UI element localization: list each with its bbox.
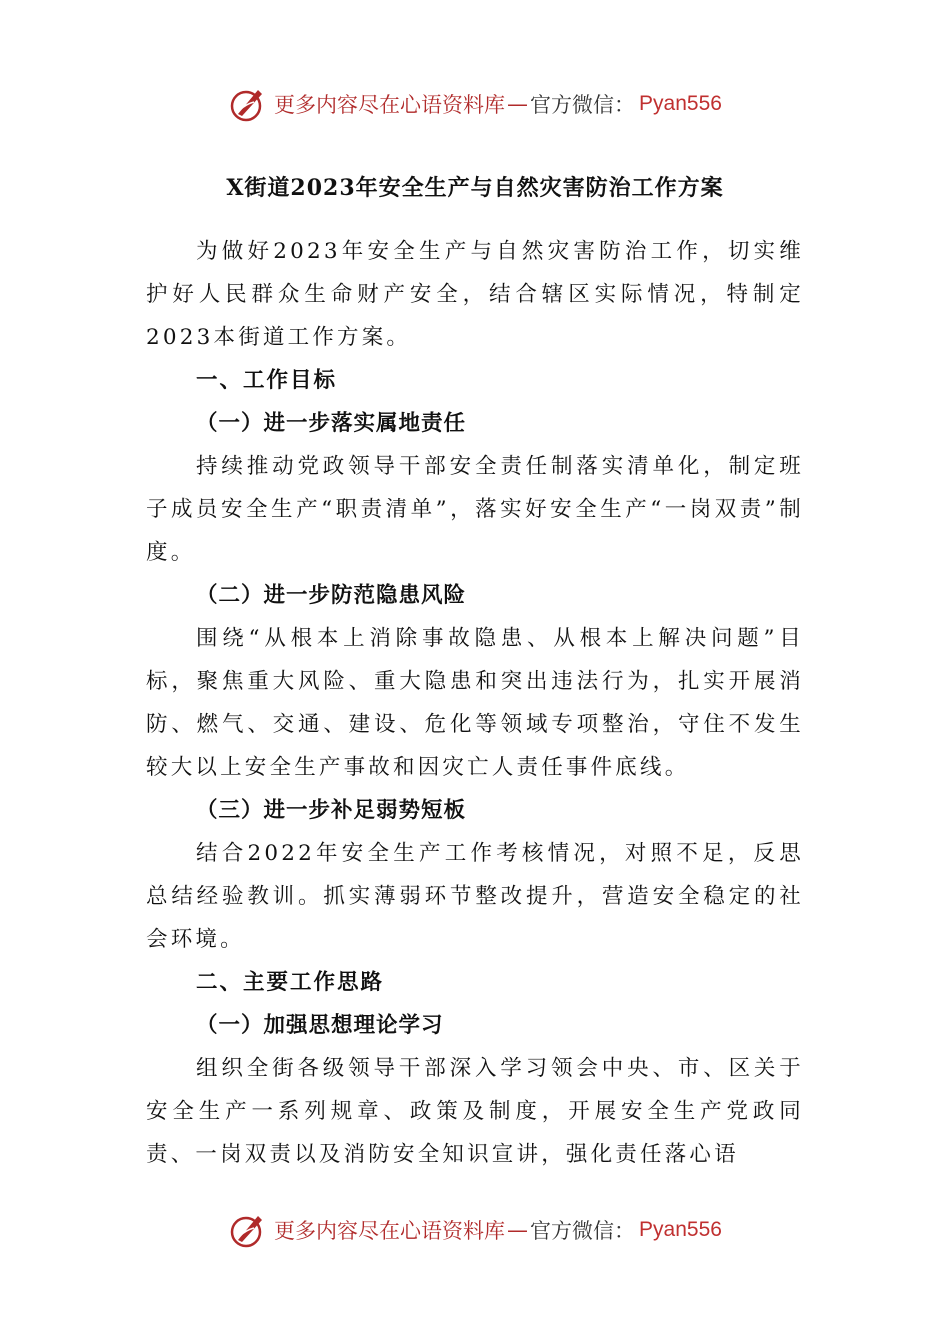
document-body bbox=[146, 168, 804, 1176]
watermark-wechat-id: Pyan556 bbox=[639, 1218, 722, 1241]
watermark-banner-bottom bbox=[0, 1208, 950, 1252]
subsection-heading: （二）进一步防范隐患风险 bbox=[196, 583, 467, 608]
watermark-brand-text: 更多内容尽在心语资料库 bbox=[274, 1219, 506, 1243]
watermark-wechat-label: 官方微信： bbox=[530, 93, 636, 117]
document-title: X街道2023年安全生产与自然灾害防治工作方案 bbox=[226, 175, 724, 201]
subsection-heading: （一）加强思想理论学习 bbox=[196, 1013, 444, 1038]
quill-logo-icon bbox=[228, 1210, 268, 1250]
subsection-heading: （三）进一步补足弱势短板 bbox=[196, 798, 467, 823]
watermark-banner-top bbox=[0, 82, 950, 126]
paragraph: 结合2022年安全生产工作考核情况，对照不足，反思总结经验教训。抓实薄弱环节整改提升，营造安全稳定的社会环境。 bbox=[146, 841, 804, 952]
paragraph: 围绕“从根本上消除事故隐患、从根本上解决问题”目标，聚焦重大风险、重大隐患和突出违法行为，扎实开展消防、燃气、交通、建设、危化等领域专项整治，守住不发生较大以上安全生产事故和因灾亡人责任事件底线。 bbox=[146, 626, 804, 780]
watermark-dash: — bbox=[507, 1218, 529, 1242]
subsection-heading: （一）进一步落实属地责任 bbox=[196, 411, 467, 436]
paragraph: 为做好2023年安全生产与自然灾害防治工作，切实维护好人民群众生命财产安全，结合辖区实际情况，特制定2023本街道工作方案。 bbox=[146, 239, 804, 350]
quill-logo-icon bbox=[228, 84, 268, 124]
watermark-brand-text: 更多内容尽在心语资料库 bbox=[274, 93, 506, 117]
section-heading: 二、主要工作思路 bbox=[196, 970, 385, 995]
section-heading: 一、工作目标 bbox=[196, 368, 338, 393]
paragraph: 持续推动党政领导干部安全责任制落实清单化，制定班子成员安全生产“职责清单”，落实好安全生产“一岗双责”制度。 bbox=[146, 454, 804, 565]
paragraph: 组织全街各级领导干部深入学习领会中央、市、区关于安全生产一系列规章、政策及制度，开展安全生产党政同责、一岗双责以及消防安全知识宣讲，强化责任落心语 bbox=[146, 1056, 804, 1167]
watermark-wechat-label: 官方微信： bbox=[530, 1219, 636, 1243]
watermark-wechat-id: Pyan556 bbox=[639, 92, 722, 115]
watermark-dash: — bbox=[507, 92, 529, 116]
